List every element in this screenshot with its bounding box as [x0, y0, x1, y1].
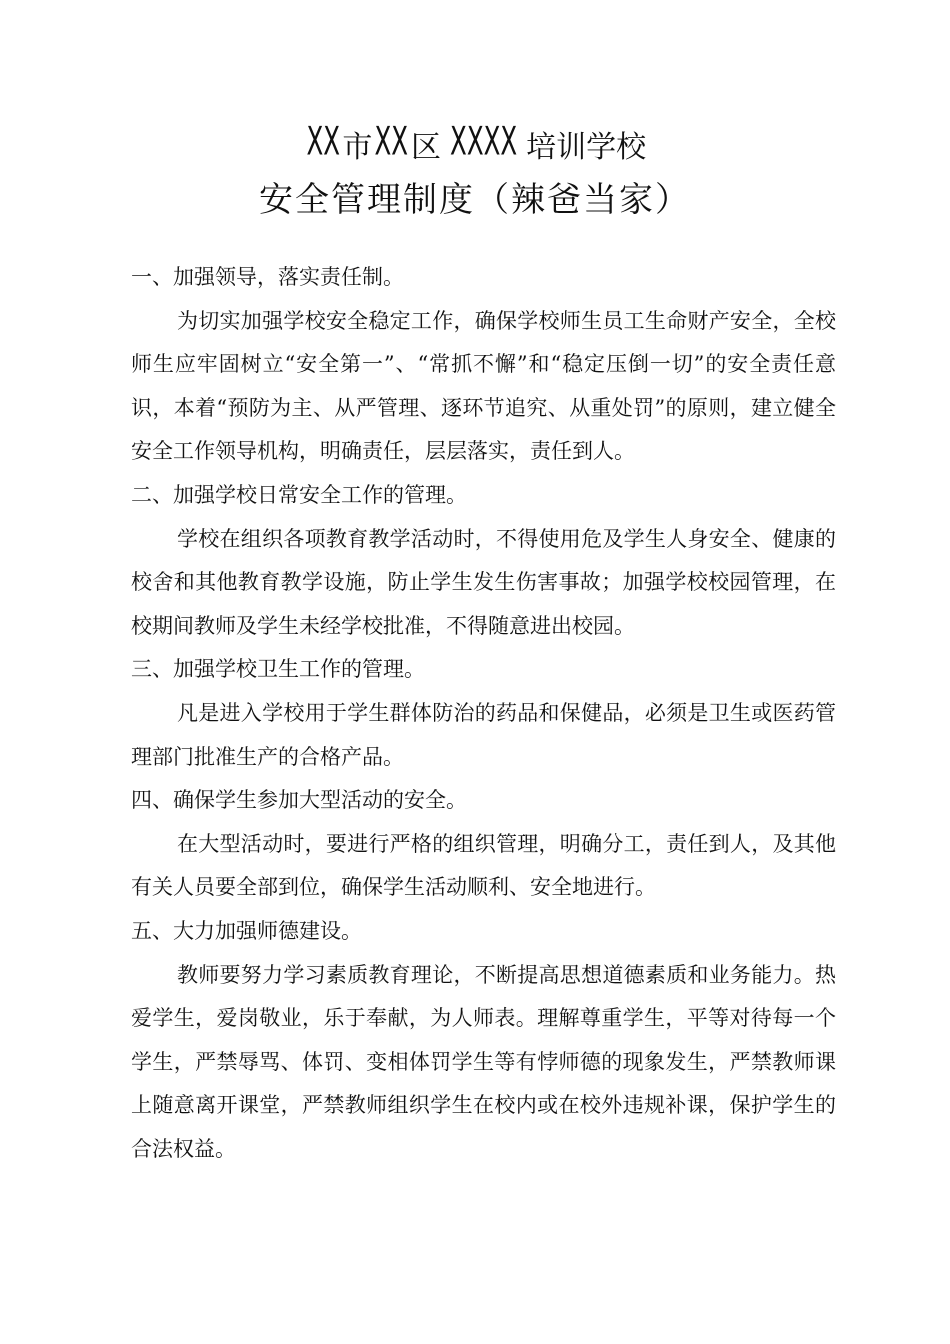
title-city-placeholder: XX	[306, 118, 340, 165]
title-city-suffix: 市	[342, 130, 373, 165]
section-body-1: 为切实加强学校安全稳定工作，确保学校师生员工生命财产安全，全校师生应牢固树立“安全第一”、“常抓不懈”和“稳定压倒一切”的安全责任意识，本着“预防为主、从严管理、逐环节追究、从重处罚”的原则，建立健全安全工作领导机构，明确责任，层层落实，责任到人。	[131, 308, 836, 464]
document-title	[0, 118, 950, 226]
title-school-name	[0, 118, 950, 174]
title-regulation-name: 安全管理制度（辣爸当家）	[259, 180, 691, 220]
section-heading-5: 五、大力加强师德建设。	[131, 918, 362, 943]
section-heading-4: 四、确保学生参加大型活动的安全。	[131, 788, 467, 813]
title-district-suffix: 区	[411, 130, 441, 165]
title-school-placeholder: XXXX	[450, 118, 518, 165]
document-body	[131, 256, 836, 1171]
title-district-placeholder: XX	[374, 118, 409, 165]
section-heading-1: 一、加强领导，落实责任制。	[131, 265, 404, 289]
section-heading-3: 三、加强学校卫生工作的管理。	[131, 657, 425, 682]
section-body-5: 教师要努力学习素质教育理论，不断提高思想道德素质和业务能力。热爱学生，爱岗敬业，乐于奉献，为人师表。理解尊重学生，平等对待每一个学生，严禁辱骂、体罚、变相体罚学生等有悖师德的现象发生，严禁教师课上随意离开课堂，严禁教师组织学生在校内或在校外违规补课，保护学生的合法权益。	[131, 962, 836, 1161]
section-body-4: 在大型活动时，要进行严格的组织管理，明确分工，责任到人，及其他有关人员要全部到位，确保学生活动顺利、安全地进行。	[131, 831, 836, 900]
section-heading-2: 二、加强学校日常安全工作的管理。	[131, 482, 467, 507]
section-body-3: 凡是进入学校用于学生群体防治的药品和保健品，必须是卫生或医药管理部门批准生产的合格产品。	[131, 700, 836, 769]
title-school-suffix: 培训学校	[526, 130, 647, 165]
section-body-2: 学校在组织各项教育教学活动时，不得使用危及学生人身安全、健康的校舍和其他教育教学设施，防止学生发生伤害事故；加强学校校园管理，在校期间教师及学生未经学校批准，不得随意进出校园。	[131, 526, 836, 638]
